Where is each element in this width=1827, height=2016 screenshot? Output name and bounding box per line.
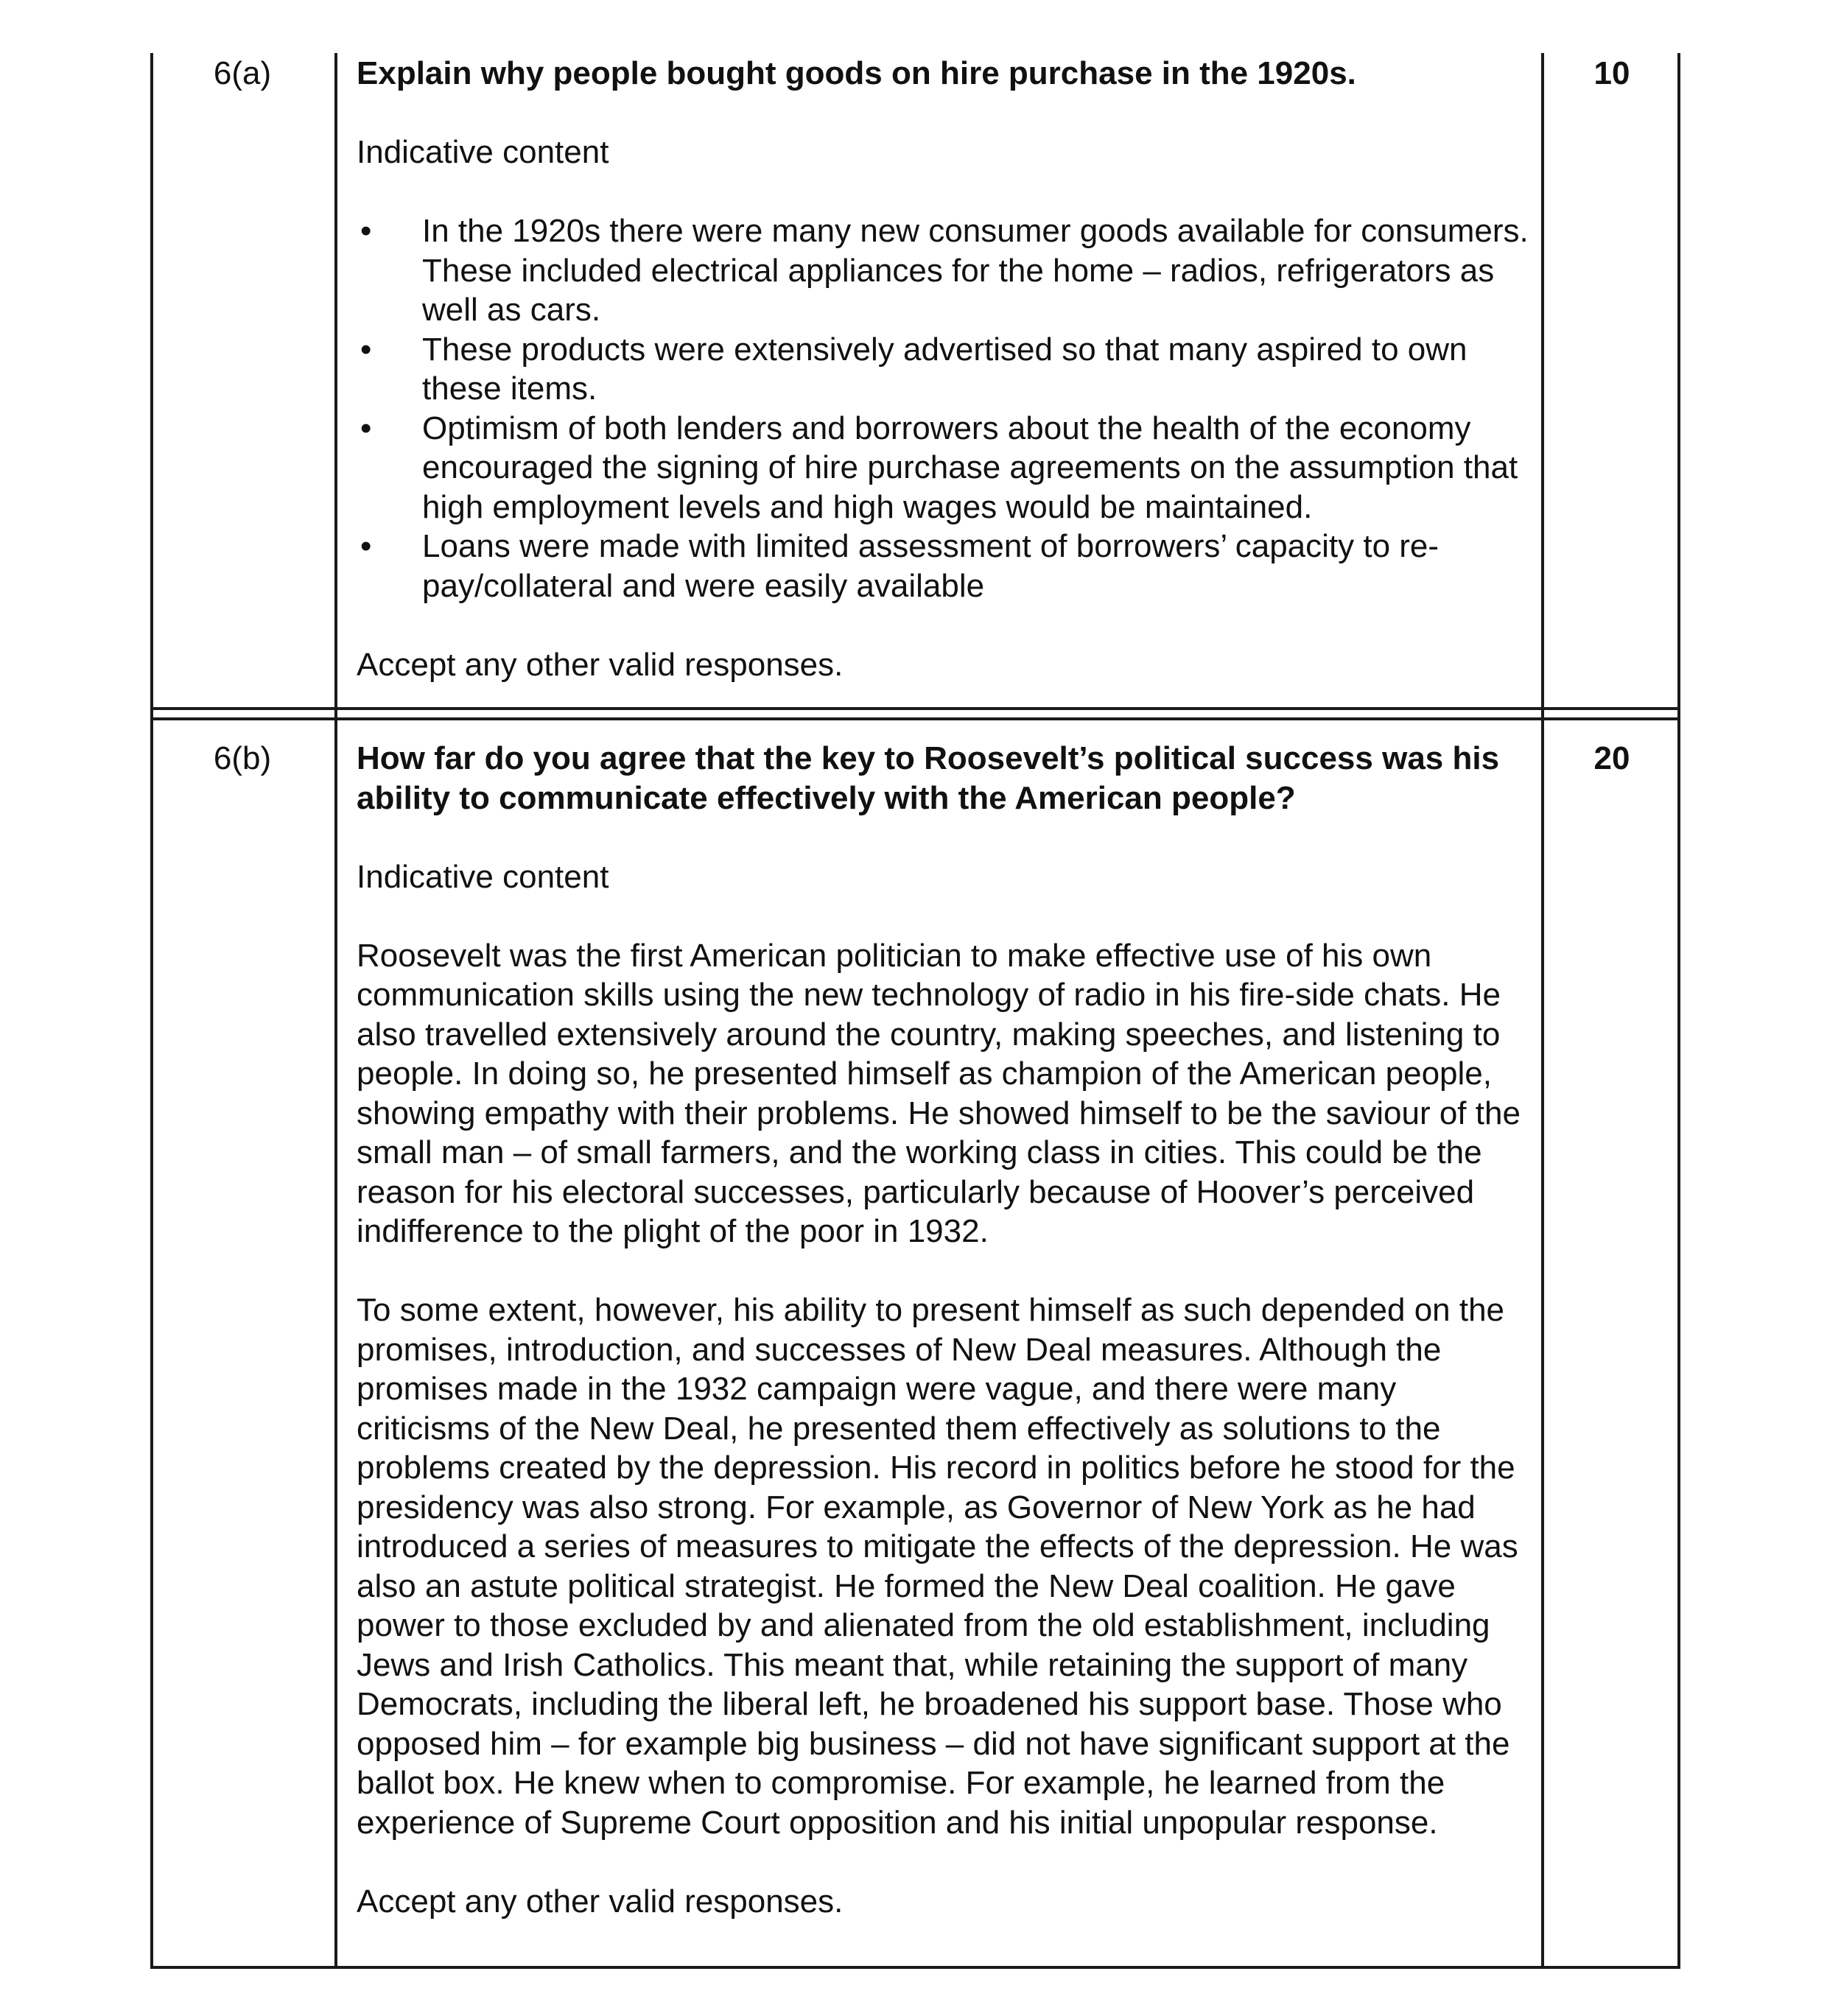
answer-paragraph: To some extent, however, his ability to present himself as such depended on the promises, introduction, and successes of New Deal measures. Although the promises made in the 1932 campaign were vague, and there were many criticisms of the New Deal, he presented them effectively as solutions to the problems created by the depression. His record in politics before he stood for the presidency was also strong. For example, as Governor of New York as he had introduced a series of measures to mitigate the effects of the depression. He was also an astute political strategist. He formed the New Deal coalition. He gave power to those excluded by and alienated from the old establishment, including Jews and Irish Catholics. This meant that, while retaining the support of many Democrats, including the liberal left, he broadened his support base. Those who opposed him – for example big business – did not have significant support at the ballot box. He knew when to compromise. For example, he learned from the experience of Supreme Court opposition and his initial unpopular response. (357, 1292, 1518, 1841)
table-left-border (150, 53, 153, 1969)
indicative-content-list (357, 211, 1535, 605)
list-item: • In the 1920s there were many new consumer goods available for consumers. These included electrical appliances for the home – radios, refrigerators as well as cars. (357, 211, 1535, 330)
column-divider-marks (1541, 53, 1544, 1969)
row-separator-top (150, 707, 1680, 710)
marks-value: 10 (1593, 55, 1630, 91)
list-item: • These products were extensively advertised so that many aspired to own these items. (357, 330, 1535, 409)
column-divider-number (334, 53, 337, 1969)
closing-note: Accept any other valid responses. (357, 646, 844, 683)
answer-paragraph: Roosevelt was the first American politician to make effective use of his own communication skills using the new technology of radio in his fire-side chats. He also travelled extensively around the country, making speeches, and listening to people. In doing so, he presented himself as champion of the American people, showing empathy with their problems. He showed himself to be the saviour of the small man – of small farmers, and the working class in cities. This could be the reason for his electoral successes, particularly because of Hoover’s perceived indifference to the plight of the poor in 1932. (357, 937, 1521, 1249)
row-separator-bottom (150, 717, 1680, 720)
list-item: • Optimism of both lenders and borrowers about the health of the economy encouraged the signing of hire purchase agreements on the assumption that high employment levels and high wages would be maintained. (357, 409, 1535, 527)
list-item: • Loans were made with limited assessment of borrowers’ capacity to re-pay/collateral and were easily available (357, 527, 1535, 605)
table-right-border (1677, 53, 1680, 1969)
question-number: 6(a) (213, 55, 272, 91)
answer-cell-6b (357, 739, 1535, 1921)
indicative-content-heading: Indicative content (357, 134, 609, 170)
table-bottom-border (150, 1966, 1680, 1969)
closing-note: Accept any other valid responses. (357, 1883, 844, 1920)
question-number: 6(b) (213, 740, 272, 776)
indicative-content-heading: Indicative content (357, 858, 609, 895)
question-text: How far do you agree that the key to Roosevelt’s political success was his ability to communicate effectively with the American people? (357, 740, 1500, 816)
answer-cell-6a (357, 54, 1535, 684)
question-text: Explain why people bought goods on hire purchase in the 1920s. (357, 55, 1356, 91)
marks-value: 20 (1593, 740, 1630, 776)
